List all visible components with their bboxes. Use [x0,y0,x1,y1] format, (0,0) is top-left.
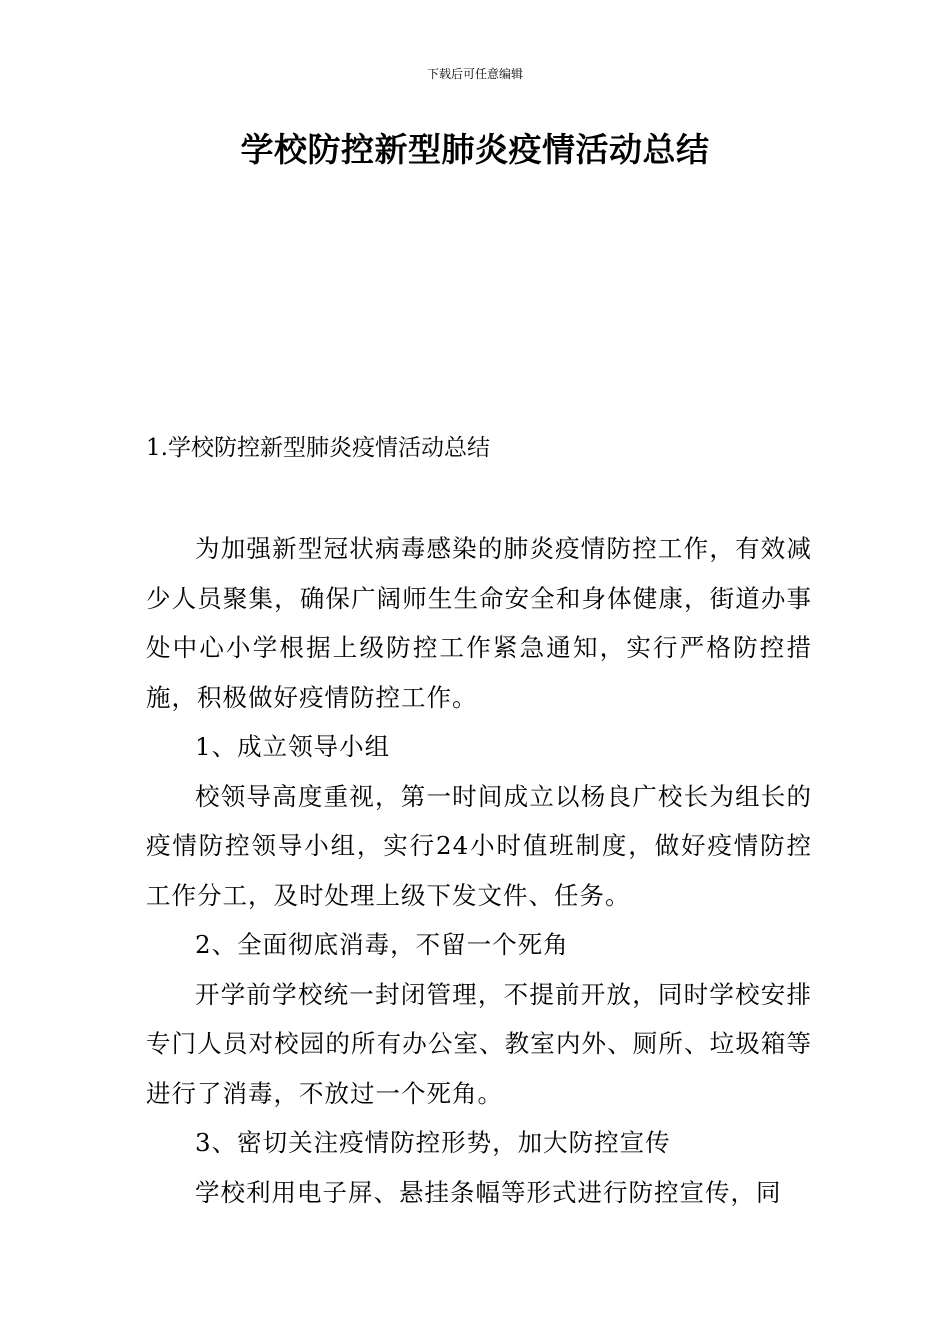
document-title: 学校防控新型肺炎疫情活动总结 [240,130,710,169]
section-heading: 1.学校防控新型肺炎疫情活动总结 [146,435,490,461]
subheading-disinfection: 2、全面彻底消毒，不留一个死角 [195,930,569,959]
paragraph-disinfection: 开学前学校统一封闭管理，不提前开放，同时学校安排专门人员对校园的所有办公室、教室内外、厕所、垃圾箱等进行了消毒，不放过一个死角。 [146,979,812,1108]
paragraph-publicity: 学校利用电子屏、悬挂条幅等形式进行防控宣传，同 [195,1177,782,1207]
subheading-publicity: 3、密切关注疫情防控形势，加大防控宣传 [195,1128,671,1157]
paragraph-leadership-group: 校领导高度重视，第一时间成立以杨良广校长为组长的疫情防控领导小组，实行24小时值班制度，做好疫情防控工作分工，及时处理上级下发文件、任务。 [146,781,812,910]
subheading-leadership-group: 1、成立领导小组 [195,732,391,761]
document-body [146,524,812,1217]
header-note: 下载后可任意编辑 [426,67,523,81]
paragraph-intro: 为加强新型冠状病毒感染的肺炎疫情防控工作，有效减少人员聚集，确保广阔师生生命安全和身体健康，街道办事处中心小学根据上级防控工作紧急通知，实行严格防控措施，积极做好疫情防控工作。 [146,534,812,712]
